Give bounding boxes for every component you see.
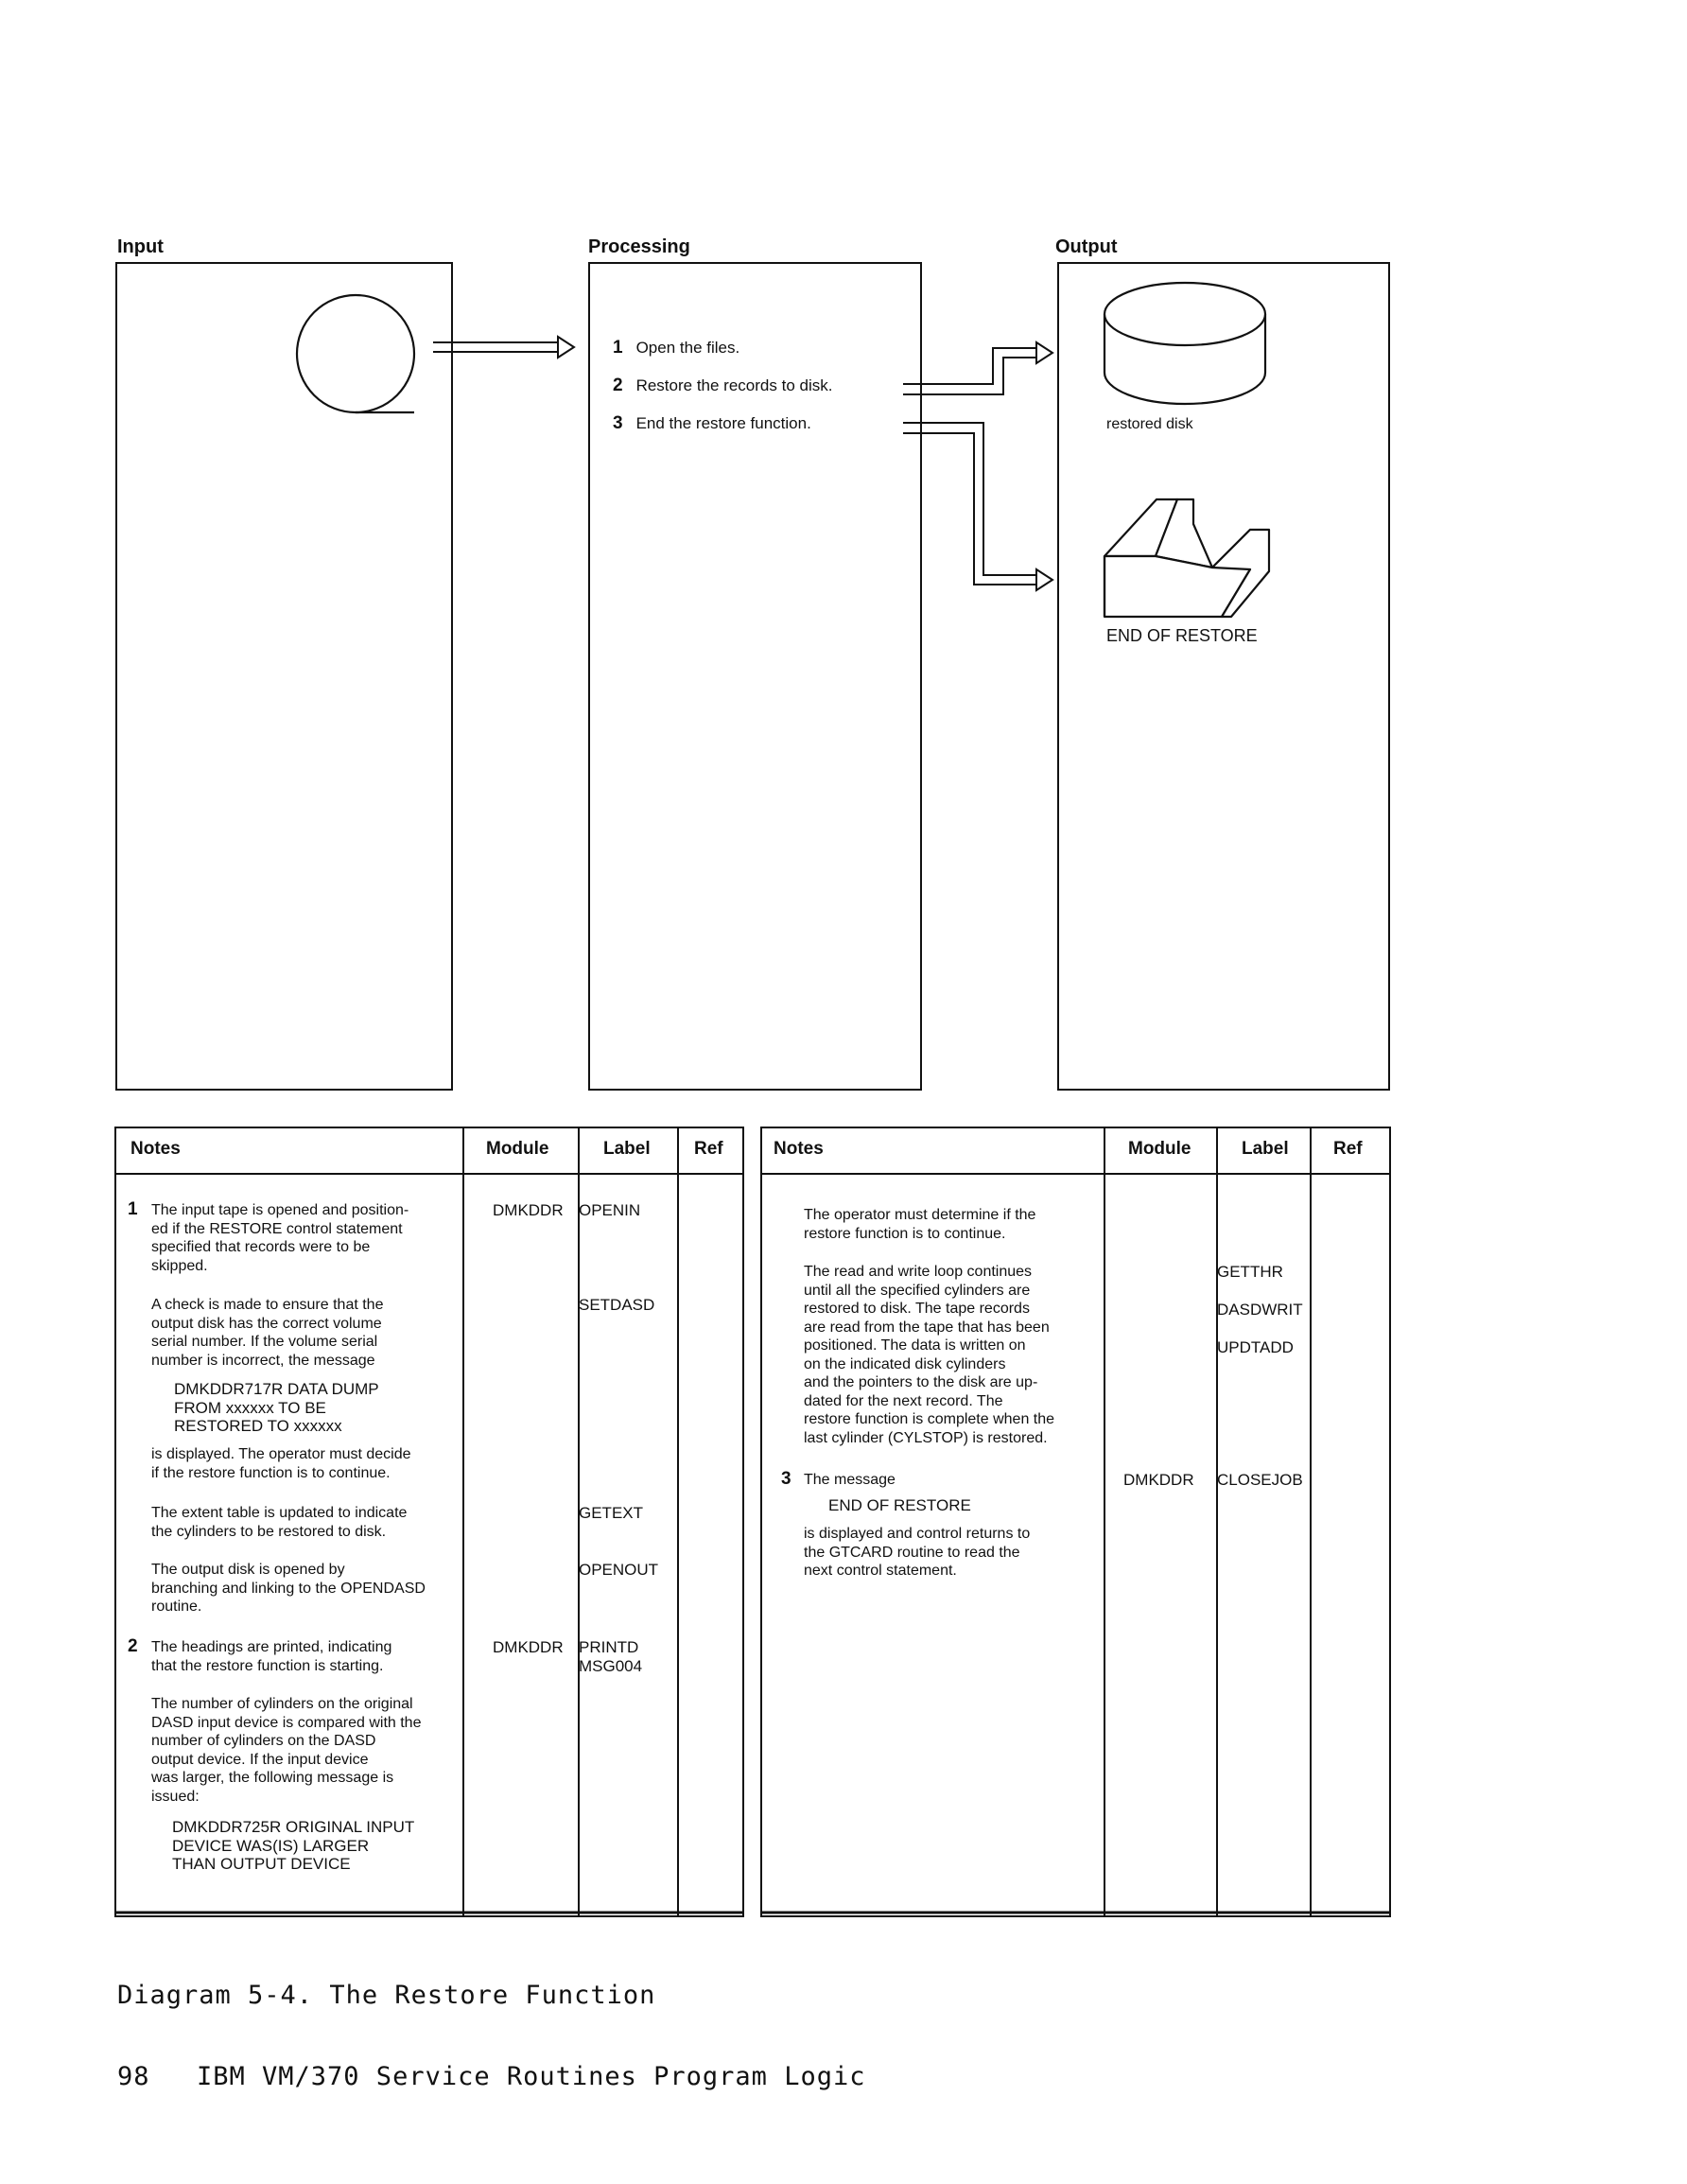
- step-2-text: Restore the records to disk.: [635, 376, 833, 394]
- right-ref-header: Ref: [1333, 1139, 1363, 1159]
- output-title: Output: [1055, 236, 1118, 257]
- left-label-printd: PRINTD MSG004: [579, 1638, 643, 1675]
- right-label-header: Label: [1242, 1139, 1289, 1159]
- left-module-header: Module: [486, 1139, 549, 1159]
- right-notes-header: Notes: [774, 1139, 824, 1159]
- diagram-caption: Diagram 5-4. The Restore Function: [117, 1981, 656, 2010]
- left-module-dmkddr-1: DMKDDR: [493, 1201, 564, 1219]
- page-number: 98: [117, 2062, 150, 2091]
- right-note-number-3: 3: [781, 1469, 791, 1489]
- right-note-p2: The read and write loop continues until all the specified cylinders are restored to disk. The tape records are read from the tape that has been positioned. The data is written on on the indicated disk cylinders and the pointers to the disk are up- dated for the next record. The restore function is complete when the last cylinder (CYLSTOP) is restored.: [804, 1264, 1055, 1446]
- right-note-p3: The message: [804, 1472, 896, 1488]
- left-note-p7: The number of cylinders on the original DASD input device is compared with the number of cylinders on the DASD output device. If the input device was larger, the following message is issued:: [151, 1696, 422, 1805]
- left-label-header: Label: [603, 1139, 651, 1159]
- left-note-p4: The extent table is updated to indicate the cylinders to be restored to disk.: [151, 1505, 408, 1540]
- left-label-setdasd: SETDASD: [579, 1296, 655, 1314]
- step-3-number: 3: [613, 413, 623, 433]
- step-1-number: 1: [613, 338, 623, 358]
- step-2-number: 2: [613, 376, 623, 395]
- restored-disk-label: restored disk: [1106, 416, 1193, 432]
- left-note-p5: The output disk is opened by branching and linking to the OPENDASD routine.: [151, 1562, 426, 1615]
- left-notes-header: Notes: [130, 1139, 181, 1159]
- left-note-p2: A check is made to ensure that the output disk has the correct volume serial number. If the volume serial number is incorrect, the message: [151, 1297, 384, 1369]
- right-label-updtadd: UPDTADD: [1217, 1338, 1294, 1356]
- right-note-p4: is displayed and control returns to the GTCARD routine to read the next control statement.: [804, 1526, 1031, 1579]
- right-note-message: END OF RESTORE: [828, 1496, 971, 1514]
- left-note-p3: is displayed. The operator must decide if the restore function is to continue.: [151, 1446, 411, 1481]
- left-label-openin: OPENIN: [579, 1201, 641, 1219]
- step-1-text: Open the files.: [635, 339, 740, 357]
- step-3-text: End the restore function.: [635, 414, 811, 432]
- left-note-message-725r: DMKDDR725R ORIGINAL INPUT DEVICE WAS(IS) LARGER THAN OUTPUT DEVICE: [172, 1818, 415, 1873]
- left-note-p6: The headings are printed, indicating that the restore function is starting.: [151, 1639, 392, 1674]
- left-ref-header: Ref: [694, 1139, 723, 1159]
- input-title: Input: [117, 236, 164, 257]
- left-note-message-717r: DMKDDR717R DATA DUMP FROM xxxxxx TO BE RESTORED TO xxxxxx: [174, 1380, 379, 1435]
- left-note-number-2: 2: [128, 1636, 138, 1656]
- right-label-dasdwrit: DASDWRIT: [1217, 1301, 1303, 1319]
- right-module-dmkddr: DMKDDR: [1123, 1471, 1194, 1489]
- left-note-p1: The input tape is opened and position- ed if the RESTORE control statement specified that records were to be skipped.: [151, 1202, 409, 1274]
- book-title: IBM VM/370 Service Routines Program Logic: [197, 2062, 866, 2091]
- left-label-getext: GETEXT: [579, 1504, 644, 1522]
- right-label-closejob: CLOSEJOB: [1217, 1471, 1303, 1489]
- right-module-header: Module: [1128, 1139, 1191, 1159]
- right-note-p1: The operator must determine if the restore function is to continue.: [804, 1207, 1036, 1242]
- right-label-getthr: GETTHR: [1217, 1263, 1283, 1281]
- left-note-number-1: 1: [128, 1199, 138, 1219]
- processing-title: Processing: [588, 236, 690, 257]
- left-module-dmkddr-2: DMKDDR: [493, 1638, 564, 1656]
- end-of-restore-label: END OF RESTORE: [1106, 626, 1258, 645]
- left-label-openout: OPENOUT: [579, 1561, 659, 1579]
